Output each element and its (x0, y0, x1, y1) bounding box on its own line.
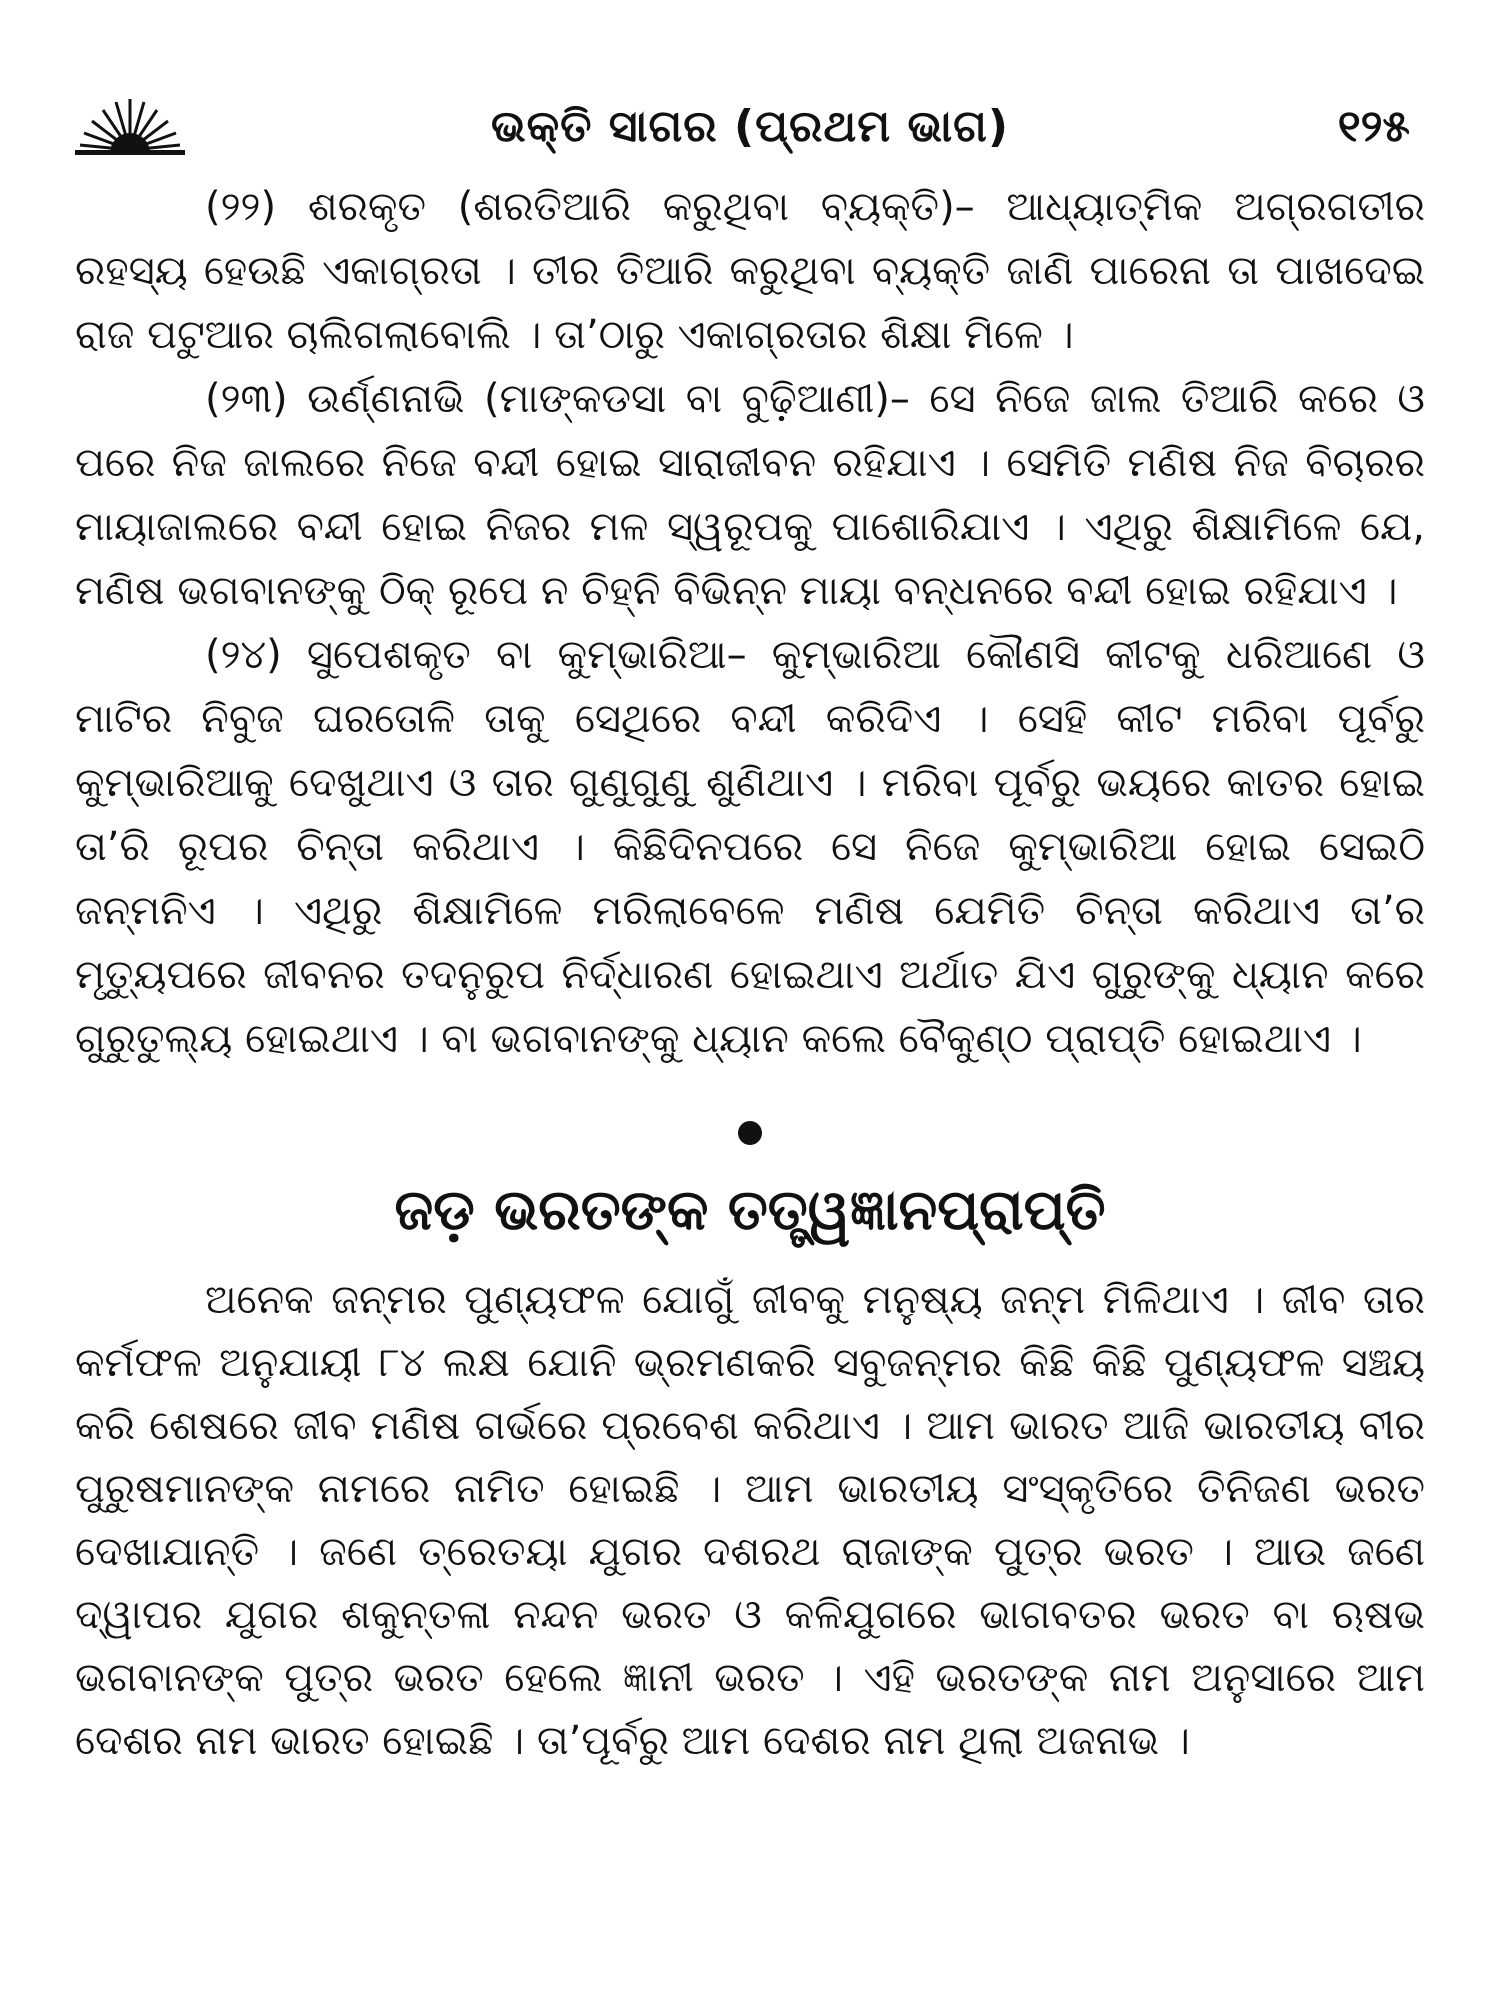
running-title: ଭକ୍ତି ସାଗର (ପ୍ରଥମ ଭାଗ) (490, 101, 1010, 152)
paragraph-23: (୨୩) ଉର୍ଣ୍ଣନାଭି (ମାଙ୍କଡସା ବା ବୁଢ଼ିଆଣୀ)– ସେ ନିଜେ ଜାଲ ତିଆରି କରେ ଓ ପରେ ନିଜ ଜାଲରେ ନିଜେ ବନ୍ଦୀ ହୋଇ ସାରାଜୀବନ ରହିଯାଏ । ସେମିତି ମଣିଷ ନିଜ ବିଚାରର ମାୟାଜାଲରେ ବନ୍ଦୀ ହୋଇ ନିଜର ମଳ ସ୍ୱରୂପକୁ ପାଶୋରିଯାଏ । ଏଥିରୁ ଶିକ୍ଷାମିଳେ ଯେ, ମଣିଷ ଭଗବାନଙ୍କୁ ଠିକ୍ ରୂପେ ନ ଚିହ୍ନି ବିଭିନ୍ନ ମାୟା ବନ୍ଧନରେ ବନ୍ଦୀ ହୋଇ ରହିଯାଏ । (75, 376, 1425, 614)
page-header (75, 95, 1425, 175)
paragraph-24: (୨୪) ସୁପେଶକୃତ ବା କୁମ୍ଭାରିଆ– କୁମ୍ଭାରିଆ କୌଣସି କୀଟକୁ ଧରିଆଣେ ଓ ମାଟିର ନିବୁଜ ଘରତୋଳି ତାକୁ ସେଥିରେ ବନ୍ଦୀ କରିଦିଏ । ସେହି କୀଟ ମରିବା ପୂର୍ବରୁ କୁମ୍ଭାରିଆକୁ ଦେଖୁଥାଏ ଓ ତାର ଗୁଣୁଗୁଣୁ ଶୁଣିଥାଏ । ମରିବା ପୂର୍ବରୁ ଭୟରେ କାତର ହୋଇ ତା’ରି ରୂପର ଚିନ୍ତା କରିଥାଏ । କିଛିଦିନପରେ ସେ ନିଜେ କୁମ୍ଭାରିଆ ହୋଇ ସେଇଠି ଜନ୍ମନିଏ । ଏଥିରୁ ଶିକ୍ଷାମିଳେ ମରିଲାବେଳେ ମଣିଷ ଯେମିତି ଚିନ୍ତା କରିଥାଏ ତା’ର ମୃତ୍ୟୁପରେ ଜୀବନର ତଦନୁରୁପ ନିର୍ଦ୍ଧାରଣ ହୋଇଥାଏ ଅର୍ଥାତ ଯିଏ ଗୁରୁଙ୍କୁ ଧ୍ୟାନ କରେ ଗୁରୁତୁଲ୍ୟ ହୋଇଥାଏ । ବା ଭଗବାନଙ୍କୁ ଧ୍ୟାନ କଲେ ବୈକୁଣ୍ଠ ପ୍ରାପ୍ତି ହୋଇଥାଏ । (75, 632, 1425, 1062)
paragraph-22: (୨୨) ଶରକୃତ (ଶରତିଆରି କରୁଥିବା ବ୍ୟକ୍ତି)– ଆଧ୍ୟାତ୍ମିକ ଅଗ୍ରଗତୀର ରହସ୍ୟ ହେଉଛି ଏକାଗ୍ରତା । ତୀର ତିଆରି କରୁଥିବା ବ୍ୟକ୍ତି ଜାଣି ପାରେନା ତା ପାଖଦେଇ ରାଜ ପଟୁଆର ଚାଲିଗଲାବୋଲି । ତା’ଠାରୁ ଏକାଗ୍ରତାର ଶିକ୍ଷା ମିଳେ । (75, 184, 1425, 358)
bullet-divider-icon (738, 1121, 762, 1145)
section-divider (75, 1101, 1425, 1171)
page-number: ୧୨୫ (1337, 101, 1410, 152)
section-paragraph: ଅନେକ ଜନ୍ମର ପୁଣ୍ୟଫଳ ଯୋଗୁଁ ଜୀବକୁ ମନୁଷ୍ୟ ଜନ୍ମ ମିଳିଥାଏ । ଜୀବ ତାର କର୍ମଫଳ ଅନୁଯାୟୀ ୮୪ ଲକ୍ଷ ଯୋନି ଭ୍ରମଣକରି ସବୁଜନ୍ମର କିଛି କିଛି ପୁଣ୍ୟଫଳ ସଞ୍ଚୟ କରି ଶେଷରେ ଜୀବ ମଣିଷ ଗର୍ଭରେ ପ୍ରବେଶ କରିଥାଏ । ଆମ ଭାରତ ଆଜି ଭାରତୀୟ ବୀର ପୁରୁଷମାନଙ୍କ ନାମରେ ନାମିତ ହୋଇଛି । ଆମ ଭାରତୀୟ ସଂସ୍କୃତିରେ ତିନିଜଣ ଭରତ ଦେଖାଯାନ୍ତି । ଜଣେ ତ୍ରେତୟା ଯୁଗର ଦଶରଥ ରାଜାଙ୍କ ପୁତ୍ର ଭରତ । ଆଉ ଜଣେ ଦ୍ୱାପର ଯୁଗର ଶକୁନ୍ତଳା ନନ୍ଦନ ଭରତ ଓ କଳିଯୁଗରେ ଭାଗବତର ଭରତ ବା ଋଷଭ ଭଗବାନଙ୍କ ପୁତ୍ର ଭରତ ହେଲେ ଜ୍ଞାନୀ ଭରତ । ଏହି ଭରତଙ୍କ ନାମ ଅନୁସାରେ ଆମ ଦେଶର ନାମ ଭାରତ ହୋଇଛି । ତା’ପୂର୍ବରୁ ଆମ ଦେଶର ନାମ ଥିଲା ଅଜନାଭ । (75, 1277, 1425, 1764)
section-title: ଜଡ଼ ଭରତଙ୍କ ତତ୍ତ୍ୱଜ୍ଞାନପ୍ରାପ୍ତି (394, 1178, 1106, 1243)
